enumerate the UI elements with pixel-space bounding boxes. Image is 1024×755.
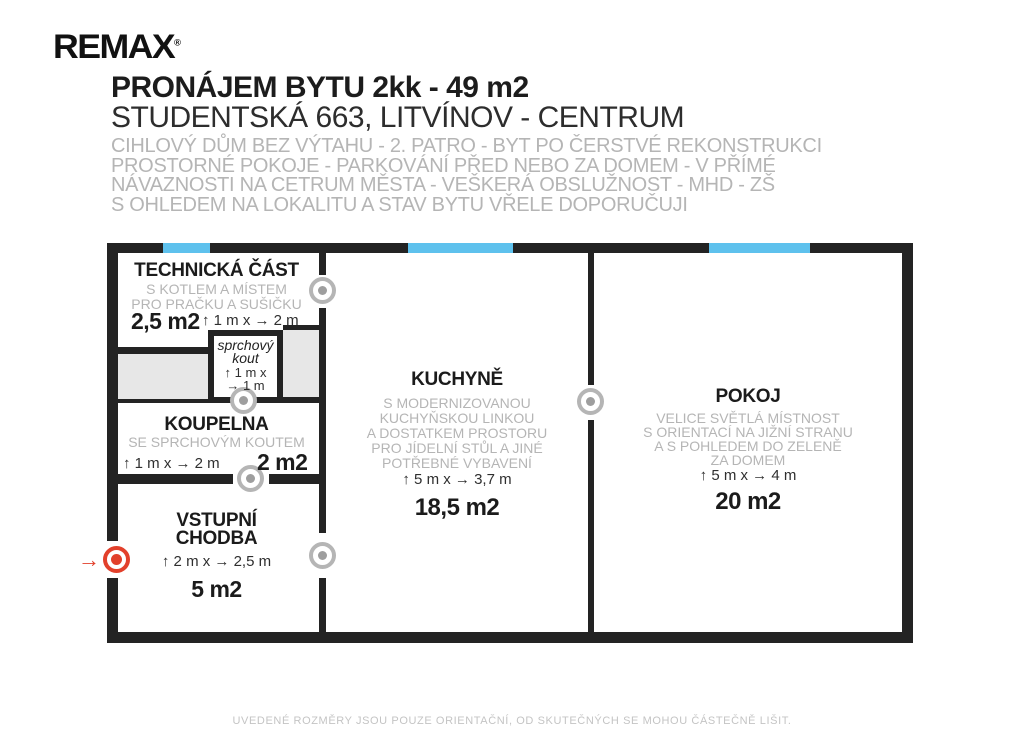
room-desc-pokoj <box>594 411 902 467</box>
room-dims-chodba: ↑ 2 m x → 2,5 m <box>161 553 272 570</box>
room-dims-technicka: ↑ 1 m x → 2 m <box>202 312 299 329</box>
room-desc-line: S MODERNIZOVANOU <box>383 395 531 411</box>
room-desc-line: A S POHLEDEM DO ZELENĚ <box>654 438 842 454</box>
room-dims-pokoj: ↑ 5 m x → 4 m <box>699 467 797 484</box>
entrance-arrow-icon: → <box>78 547 100 572</box>
room-desc-line: ZA DOMEM <box>710 452 786 468</box>
remax-logo <box>53 28 181 67</box>
wall-bottom <box>107 632 913 643</box>
wall-divider-kitchen-a <box>588 253 594 385</box>
hatch-area-right <box>283 330 319 397</box>
registered-mark: ® <box>174 37 182 48</box>
room-area-kuchyne: 18,5 m2 <box>414 494 500 521</box>
shower-dims-line: → 1 m <box>226 378 265 393</box>
description-line: S OHLEDEM NA LOKALITU A STAV BYTU VŘELE DOPORUČUJI <box>111 193 688 216</box>
room-dims-kuchyne: ↑ 5 m x → 3,7 m <box>402 471 512 488</box>
description-line: NÁVAZNOSTI NA CETRUM MĚSTA - VEŠKERÁ OBSLUŽNOST - MHD - ZŠ <box>111 174 775 196</box>
remax-logo-text: REMAX <box>53 28 175 66</box>
room-dims-koupelna: ↑ 1 m x → 2 m <box>123 455 220 472</box>
room-title-chodba <box>107 512 326 548</box>
listing-title: PRONÁJEM BYTU 2kk - 49 m2 <box>111 71 529 104</box>
room-area-pokoj: 20 m2 <box>715 488 781 515</box>
room-desc-line: A DOSTATKEM PROSTORU <box>366 425 548 441</box>
wall-hatch-left-bottom <box>107 399 208 403</box>
room-dims-shower <box>214 366 277 392</box>
room-title-koupelna: KOUPELNA <box>164 414 269 435</box>
room-title-shower <box>214 339 277 365</box>
disclaimer-text: UVEDENÉ ROZMĚRY JSOU POUZE ORIENTAČNÍ, OD SKUTEČNÝCH SE MOHOU ČÁSTEČNĚ LIŠIT. <box>232 715 792 727</box>
room-desc-line: PRO JÍDELNÍ STŮL A JINÉ <box>371 440 543 456</box>
wall-shower-bottom-right <box>256 397 320 403</box>
room-title-line: CHODBA <box>175 528 258 549</box>
wall-right <box>902 243 913 643</box>
wall-shower-top <box>208 330 283 336</box>
room-area-technicka: 2,5 m2 <box>131 308 200 334</box>
room-title-line: VSTUPNÍ <box>176 510 257 531</box>
shower-title-line: sprchový <box>217 337 274 353</box>
listing-address: STUDENTSKÁ 663, LITVÍNOV - CENTRUM <box>111 101 685 134</box>
description-line: CIHLOVÝ DŮM BEZ VÝTAHU - 2. PATRO - BYT PO ČERSTVÉ REKONSTRUKCI <box>111 135 822 157</box>
room-title-technicka: TECHNICKÁ ČÁST <box>134 260 299 281</box>
room-area-koupelna: 2 m2 <box>257 449 308 475</box>
room-desc-line: PRO PRAČKU A SUŠIČKU <box>131 296 302 312</box>
description-line: PROSTORNÉ POKOJE - PARKOVÁNÍ PŘED NEBO ZA DOMEM - V PŘÍMÉ <box>111 154 776 177</box>
room-title-pokoj: POKOJ <box>715 386 781 407</box>
room-area-chodba: 5 m2 <box>191 576 242 602</box>
window-3 <box>709 243 810 253</box>
window-1 <box>163 243 210 253</box>
room-desc-koupelna: SE SPRCHOVÝM KOUTEM <box>128 434 305 450</box>
room-desc-line: KUCHYŇSKOU LINKOU <box>379 410 535 426</box>
shower-dims-line: ↑ 1 m x <box>224 365 267 380</box>
hatch-area-left <box>118 354 208 399</box>
room-desc-line: POTŘEBNÉ VYBAVENÍ <box>382 455 532 471</box>
room-desc-line: S ORIENTACÍ NA JIŽNÍ STRANU <box>643 424 853 440</box>
wall-technicka-bottom <box>107 347 208 354</box>
shower-title-line: kout <box>232 350 259 366</box>
window-2 <box>408 243 513 253</box>
wall-koupelna-bottom-left <box>107 474 233 484</box>
room-title-kuchyne: KUCHYNĚ <box>411 369 503 390</box>
room-desc-line: S KOTLEM A MÍSTEM <box>146 281 287 297</box>
listing-description <box>111 137 822 215</box>
room-desc-line: VELICE SVĚTLÁ MÍSTNOST <box>656 410 840 426</box>
room-desc-kuchyne <box>326 396 588 471</box>
